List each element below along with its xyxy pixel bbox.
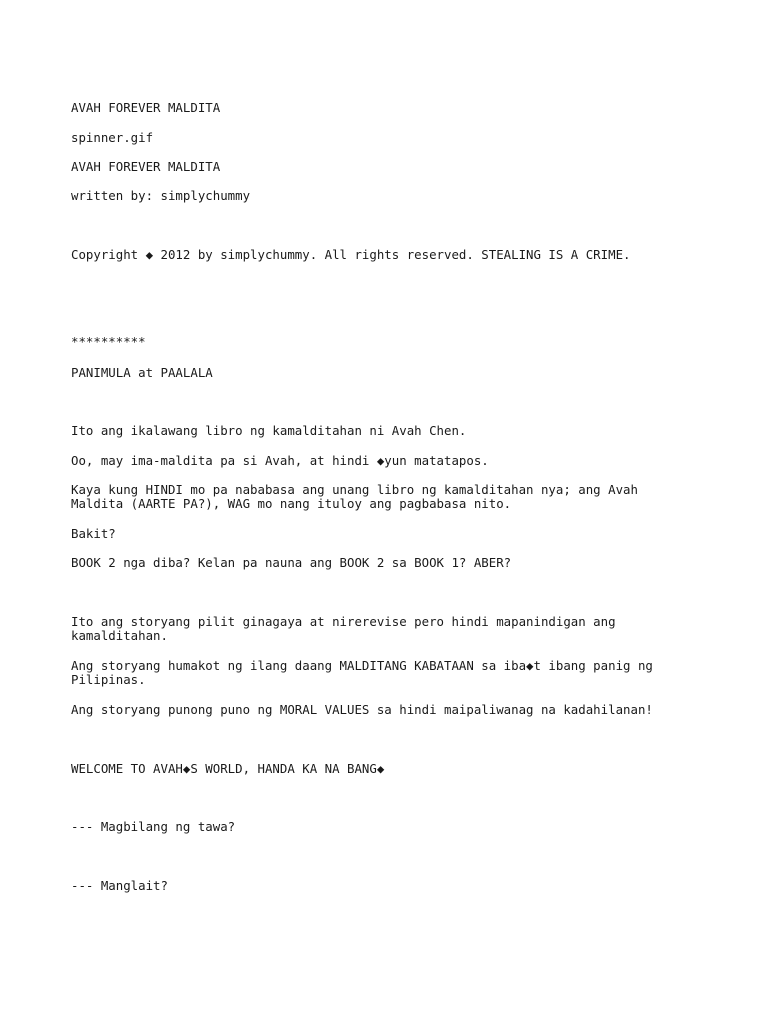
paragraph: Bakit?	[71, 526, 116, 541]
image-filename: spinner.gif	[71, 130, 154, 145]
paragraph: Oo, may ima-maldita pa si Avah, at hindi ◆yun matatapos.	[71, 453, 489, 468]
paragraph: WELCOME TO AVAH◆S WORLD, HANDA KA NA BANG◆	[71, 761, 385, 776]
author-line: written by: simplychummy	[71, 188, 251, 203]
paragraph: BOOK 2 nga diba? Kelan pa nauna ang BOOK 2 sa BOOK 1? ABER?	[71, 555, 512, 570]
paragraph: Ito ang storyang pilit ginagaya at nirerevise pero hindi mapanindigan ang kamalditahan.	[71, 614, 624, 643]
section-heading: PANIMULA at PAALALA	[71, 365, 213, 380]
paragraph: Ito ang ikalawang libro ng kamalditahan ni Avah Chen.	[71, 423, 467, 438]
paragraph: --- Manglait?	[71, 878, 168, 893]
book-title-repeat: AVAH FOREVER MALDITA	[71, 159, 221, 174]
book-title: AVAH FOREVER MALDITA	[71, 100, 221, 115]
paragraph: Ang storyang humakot ng ilang daang MALDITANG KABATAAN sa iba◆t ibang panig ng Pilipinas.	[71, 658, 661, 687]
paragraph: Ang storyang punong puno ng MORAL VALUES sa hindi maipaliwanag na kadahilanan!	[71, 702, 653, 717]
paragraph: --- Magbilang ng tawa?	[71, 819, 236, 834]
paragraph: Kaya kung HINDI mo pa nababasa ang unang libro ng kamalditahan nya; ang Avah Maldita (AARTE PA?), WAG mo nang ituloy ang pagbabasa nito.	[71, 482, 646, 511]
section-divider: **********	[71, 334, 146, 349]
copyright-line: Copyright ◆ 2012 by simplychummy. All rights reserved. STEALING IS A CRIME.	[71, 247, 631, 262]
